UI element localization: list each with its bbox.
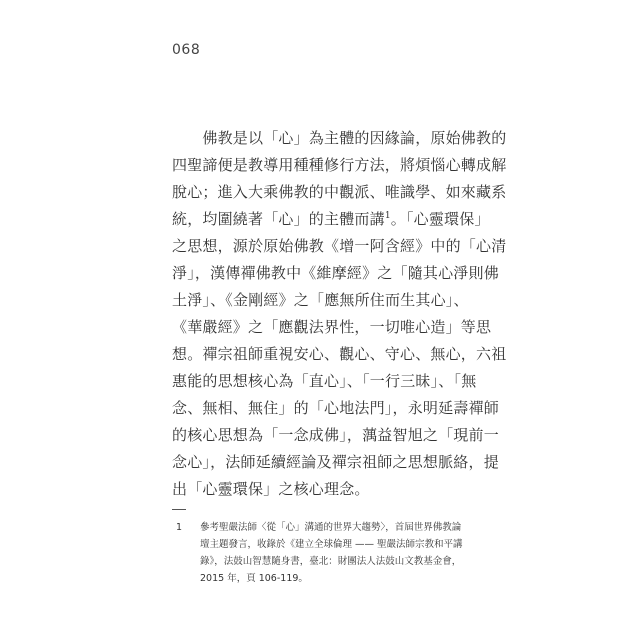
page-number: 068: [172, 42, 201, 58]
paragraph-line: 土淨」、《金剛經》之「應無所住而生其心」、: [172, 291, 469, 309]
footnote-divider: [172, 509, 186, 510]
paragraph-line: 念、無相、無住」的「心地法門」，永明延壽禪師: [172, 399, 499, 417]
footnote-line: 參考聖嚴法師〈從「心」溝通的世界大趨勢〉，首屆世界佛教論: [200, 522, 462, 533]
footnote-reference[interactable]: 1: [384, 211, 391, 221]
paragraph-line: 念心」，法師延續經論及禪宗祖師之思想脈絡，提: [172, 453, 499, 471]
paragraph-line-with-footnote: [172, 206, 490, 233]
paragraph-line: 的核心思想為「一念成佛」，蕅益智旭之「現前一: [172, 426, 499, 444]
footnote-number: 1: [176, 522, 183, 533]
paragraph-line: 《華嚴經》之「應觀法界性，一切唯心造」等思: [172, 318, 492, 336]
paragraph-line: 佛教是以「心」為主體的因緣論，原始佛教的: [172, 129, 507, 147]
paragraph-line: 淨」，漢傳禪佛教中《維摩經》之「隨其心淨則佛: [172, 264, 499, 282]
paragraph-line: 出「心靈環保」之核心理念。: [172, 480, 370, 498]
main-paragraph: [172, 125, 507, 503]
paragraph-line-tail: 。「心靈環保」: [390, 210, 490, 228]
footnote-line: 2015 年，頁 106-119。: [200, 573, 308, 584]
footnote-text: [200, 519, 485, 587]
paragraph-line: 想。禪宗祖師重視安心、觀心、守心、無心，六祖: [172, 345, 507, 363]
footnote-line: 壇主題發言，收錄於《建立全球倫理 —— 聖嚴法師宗教和平講: [200, 539, 463, 550]
paragraph-line: 脫心；進入大乘佛教的中觀派、唯識學、如來藏系: [172, 183, 507, 201]
paragraph-line: 之思想，源於原始佛教《增一阿含經》中的「心清: [172, 237, 507, 255]
paragraph-line-text: 統，均圍繞著「心」的主體而講: [172, 210, 385, 228]
paragraph-line: 四聖諦便是教導用種種修行方法，將煩惱心轉成解: [172, 156, 507, 174]
paragraph-line: 惠能的思想核心為「直心」、「一行三昧」、「無: [172, 372, 477, 390]
footnote-line: 錄》，法鼓山智慧隨身書，臺北：財團法人法鼓山文教基金會，: [200, 556, 462, 567]
